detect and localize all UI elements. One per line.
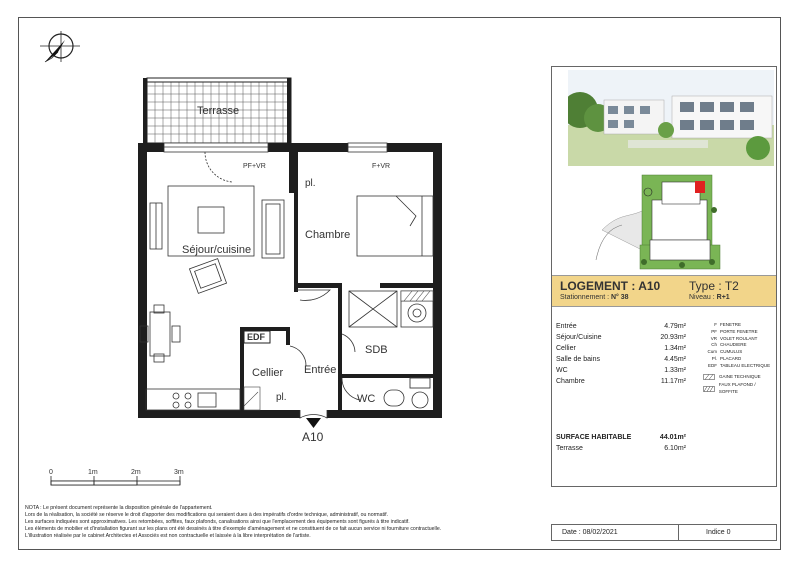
terrasse-label: Terrasse (556, 445, 583, 452)
legend-row (703, 342, 775, 349)
surface-value: 1.34m² (664, 345, 686, 352)
room-label-terrasse: Terrasse (197, 105, 240, 117)
surface-habitable-label: SURFACE HABITABLE (556, 434, 632, 441)
surface-row (556, 354, 686, 365)
surface-row (556, 365, 686, 376)
legend-key: F (714, 322, 717, 327)
info-panel (551, 66, 777, 487)
legend-key: Cum (707, 349, 717, 355)
scale-label-2: 2m (131, 469, 141, 476)
type-value: T2 (724, 279, 739, 293)
logement-band (552, 275, 776, 307)
walls (138, 143, 442, 418)
date-label: Date : 08/02/2021 (562, 529, 618, 536)
surface-row (556, 332, 686, 343)
room-label-sdb: SDB (365, 344, 388, 356)
legend-key: VR (710, 335, 717, 341)
note-line: L'illustration réalisée par le cabinet Architectes et Associés est non contractuelle et laissée à la libre interprétation de l'artiste. (25, 533, 311, 539)
entrance-arrow-icon (300, 410, 327, 428)
door-label: A10 (302, 430, 324, 444)
room-label-wc: WC (357, 393, 376, 405)
scale-bar (51, 476, 180, 485)
disclaimer-note (25, 505, 535, 540)
site-plan-image (582, 170, 760, 342)
legend-hatch-row (703, 382, 775, 396)
room-label-chambre: Chambre (305, 229, 351, 241)
niveau (689, 294, 730, 301)
legend-row (703, 336, 775, 343)
opening-label-pfvr: PF+VR (243, 163, 266, 170)
surface-name: Salle de bains (556, 356, 600, 363)
stationnement-label: Stationnement : (560, 294, 610, 301)
legend-key: EDF (708, 362, 717, 368)
terrasse-row (556, 443, 686, 454)
logement-value: A10 (638, 279, 661, 293)
opening-label-fvr: F+VR (372, 163, 391, 170)
terrasse-value: 6.10m² (664, 445, 686, 452)
surface-habitable-row (556, 432, 686, 443)
surface-name: Entrée (556, 323, 577, 330)
surface-value: 11.17m² (660, 378, 686, 385)
legend-value: PORTE FENETRE (720, 328, 758, 334)
legend (703, 322, 775, 396)
stationnement-value: N° 38 (610, 294, 629, 301)
scale-label-1: 1m (88, 469, 98, 476)
scale-label-0: 0 (49, 469, 53, 476)
bed (357, 196, 433, 256)
surface-value: 4.45m² (664, 356, 686, 363)
stationnement (560, 294, 629, 301)
legend-key: PF (711, 328, 717, 334)
scale-label-3: 3m (174, 469, 184, 476)
note-line: Les surfaces indiquées sont approximatives. Les retombées, soffites, faux plafonds, canalisations ainsi que l'emplacement des équipements sont figurés à titre indicatif. (25, 519, 410, 525)
legend-value: TABLEAU ELECTRIQUE (720, 362, 771, 368)
legend-key: Pl. (711, 355, 717, 361)
niveau-value: R+1 (716, 294, 730, 301)
footer-box (551, 524, 777, 541)
note-line: Les éléments de mobilier et d'installation figurant sur les plans ont été dessinés à titre d'exemple d'aménagement et ne constituent de ce fait aucun service ni fourniture contractuelle. (25, 526, 442, 532)
legend-value: CHAUDIERE (720, 342, 747, 348)
surface-name: Séjour/Cuisine (556, 334, 602, 341)
surface-name: Cellier (556, 345, 576, 352)
room-label-cellier: Cellier (252, 367, 284, 379)
legend-hatch-label: GAINE TECHNIQUE (719, 373, 761, 379)
wc-fixtures (384, 378, 430, 408)
room-label-entree: Entrée (304, 364, 337, 376)
legend-row (703, 349, 775, 356)
surface-row (556, 343, 686, 354)
divider (678, 525, 679, 540)
legend-key: Ch (711, 342, 717, 348)
building-rendering-image (568, 70, 774, 166)
note-line: Lors de la réalisation, la société se réserve le droit d'apporter des modifications qui seraient dues à des impératifs d'ordre technique, administratif, ou normatif. (25, 512, 388, 518)
surface-value: 20.93m² (660, 334, 686, 341)
surface-table (556, 321, 686, 387)
surface-habitable-value: 44.01m² (659, 434, 686, 441)
legend-row (703, 329, 775, 336)
logement-type (689, 279, 739, 293)
hatch-swatch-icon (703, 374, 715, 380)
legend-row (703, 322, 775, 329)
legend-row (703, 356, 775, 363)
surface-habitable (556, 432, 686, 454)
surface-name: Chambre (556, 378, 585, 385)
room-label-edf: EDF (247, 332, 265, 342)
niveau-label: Niveau : (689, 294, 715, 301)
indice-label: Indice 0 (706, 529, 731, 536)
legend-value: CUMULUS (720, 349, 743, 355)
room-label-placard-2: pl. (276, 392, 287, 403)
room-label-placard: pl. (305, 178, 316, 189)
legend-hatch-label: FAUX PLAFOND / SOFFITE (718, 382, 756, 395)
north-arrow-icon (40, 31, 80, 62)
surface-name: WC (556, 367, 568, 374)
surface-value: 1.33m² (664, 367, 686, 374)
room-label-sejour: Séjour/cuisine (182, 244, 252, 256)
legend-value: FENETRE (720, 322, 742, 327)
logement-label: LOGEMENT : (560, 279, 636, 293)
surface-row (556, 321, 686, 332)
surface-value: 4.79m² (664, 323, 686, 330)
openings (164, 143, 387, 400)
logement-title (560, 279, 660, 293)
legend-value: VOLET ROULANT (720, 335, 758, 341)
legend-hatch-row (703, 374, 775, 381)
hatch-swatch-icon (703, 386, 715, 392)
note-line: NOTA : Le présent document représente la disposition générale de l'appartement. (25, 505, 213, 511)
type-label: Type : (689, 279, 722, 293)
legend-row (703, 363, 775, 370)
surface-row (556, 376, 686, 387)
legend-value: PLACARD (720, 355, 742, 361)
